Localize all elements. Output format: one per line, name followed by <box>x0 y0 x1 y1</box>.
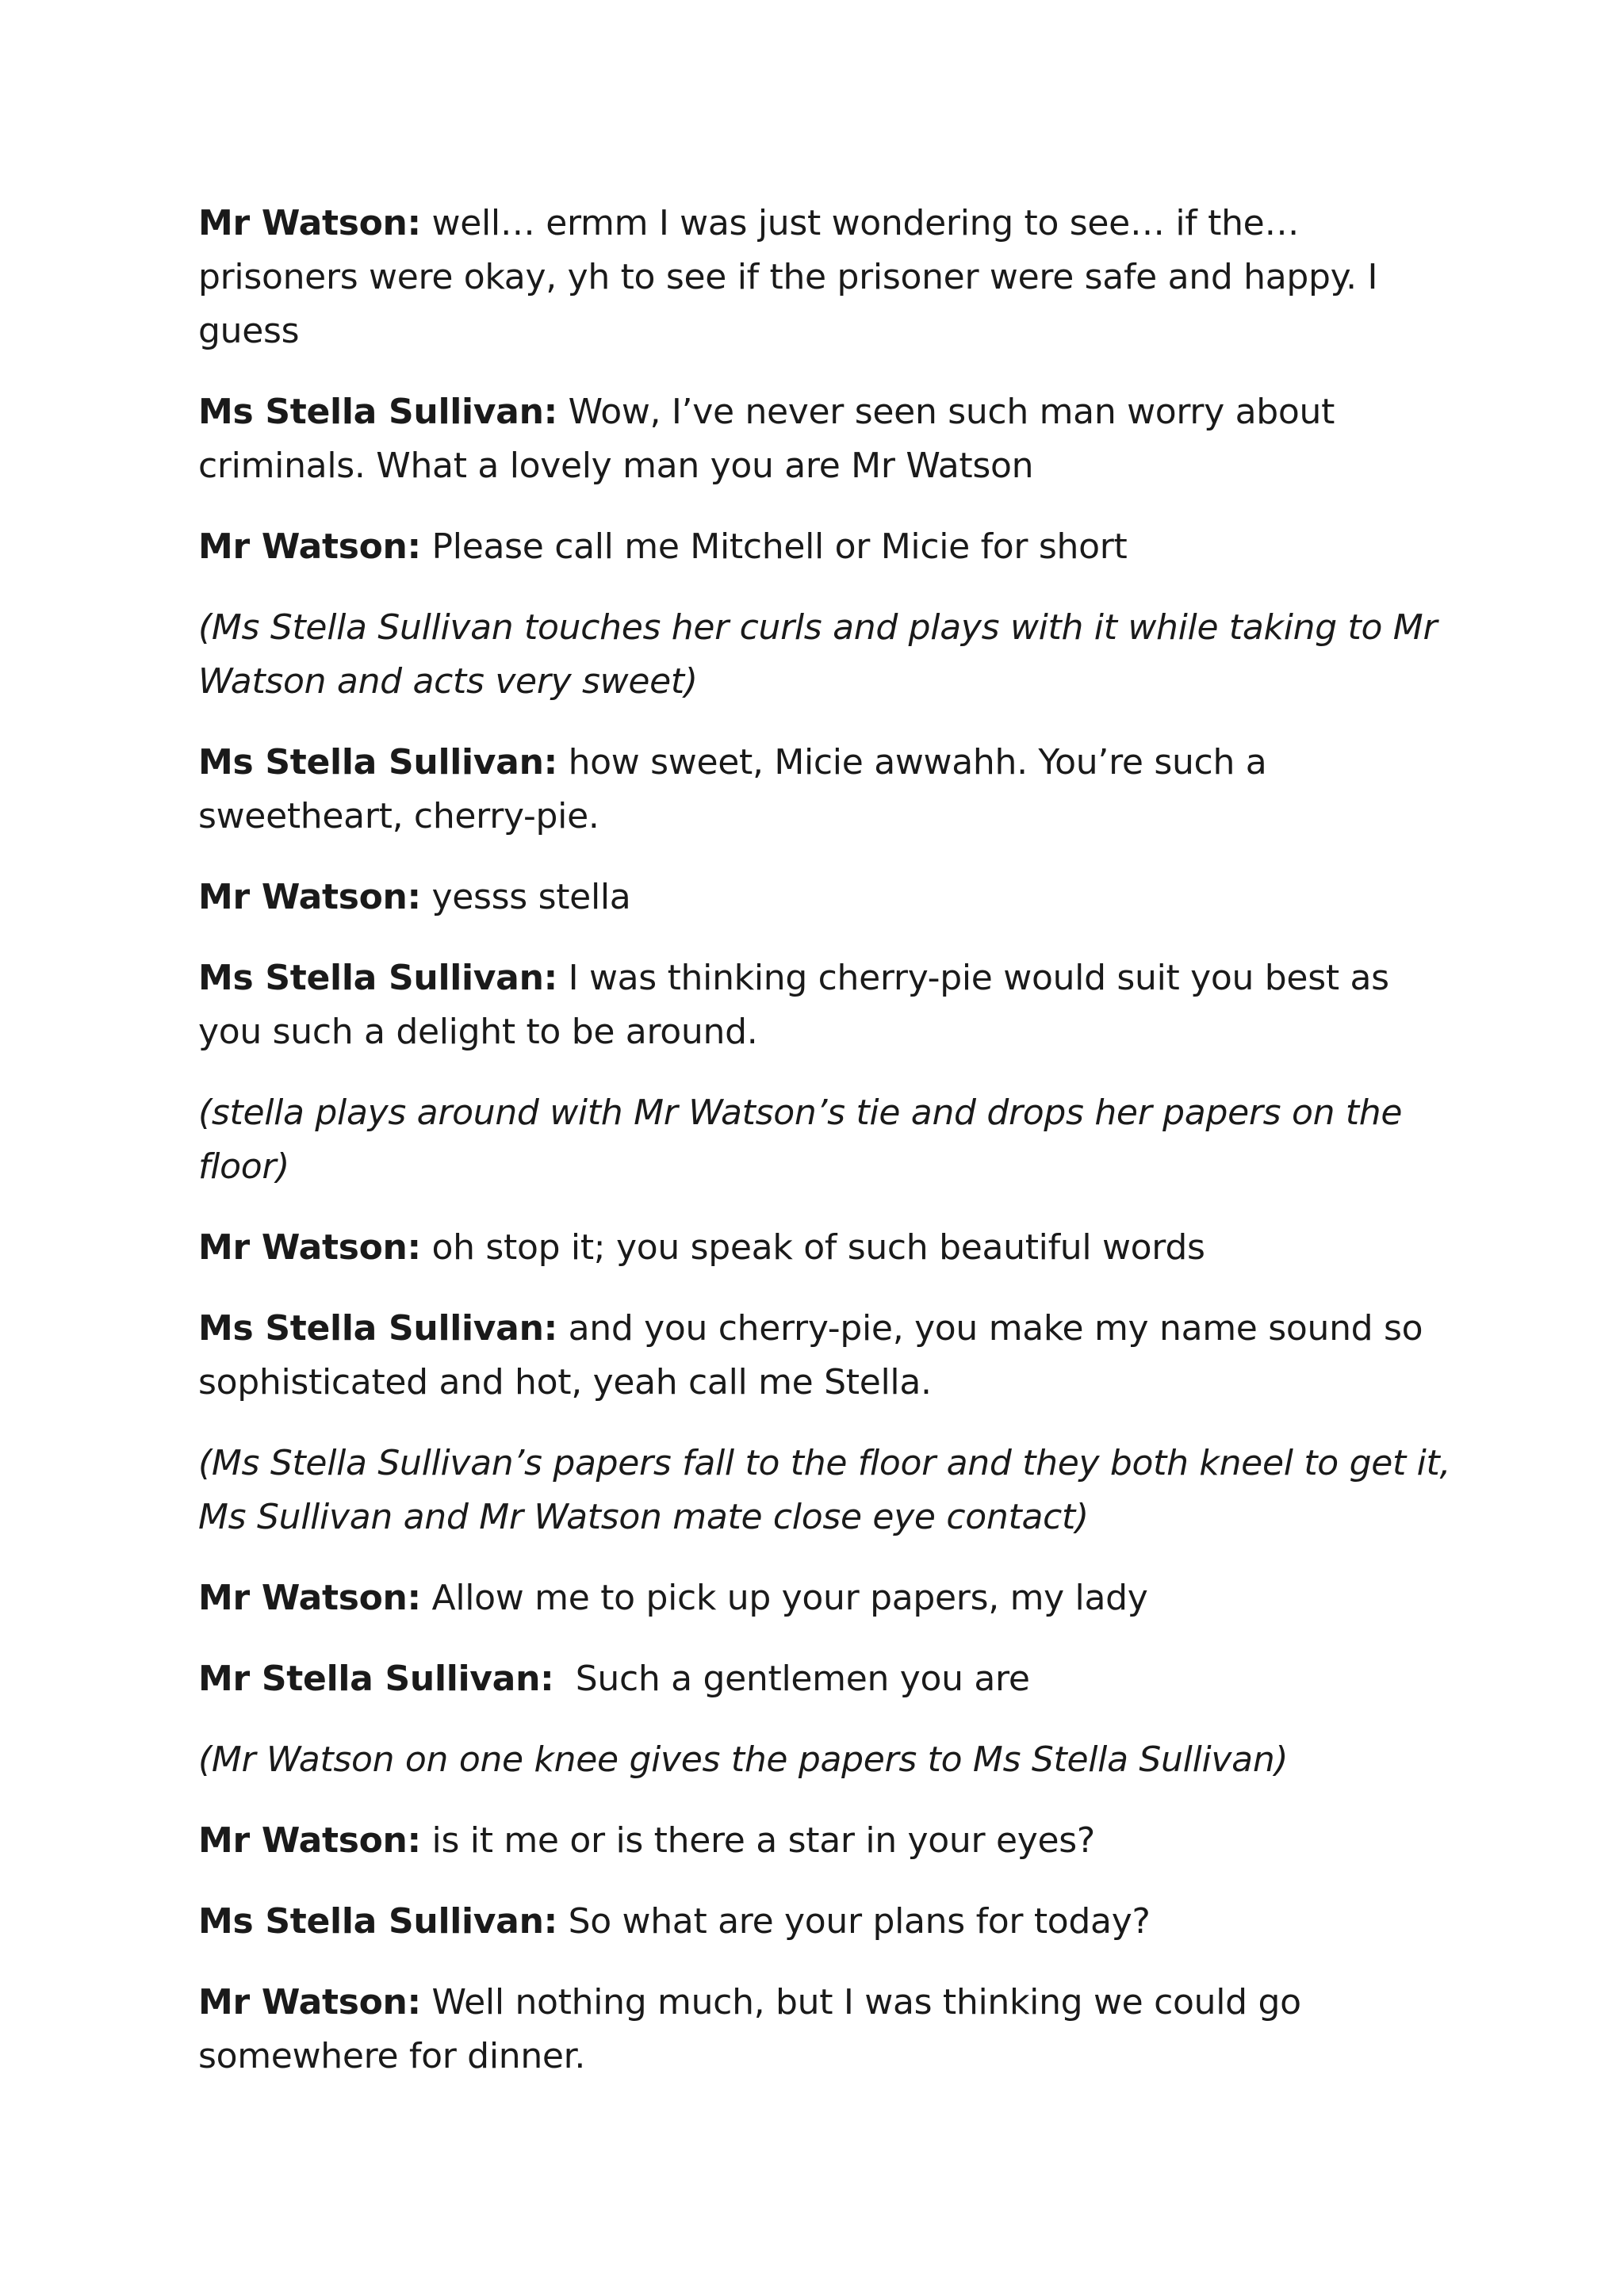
dialogue-text: is it me or is there a star in your eyes? <box>420 1820 1095 1861</box>
speaker-name: Ms Stella Sullivan: <box>198 1901 557 1942</box>
stage-direction: (Ms Stella Sullivan touches her curls and plays with it while taking to Mr Watson and acts very sweet) <box>198 607 1438 702</box>
speaker-name: Ms Stella Sullivan: <box>198 392 557 432</box>
speaker-name: Mr Watson: <box>198 526 421 567</box>
dialogue-line <box>198 197 1451 358</box>
speaker-name: Ms Stella Sullivan: <box>198 742 557 783</box>
dialogue-text: how sweet, Micie awwahh. You’re such a sweetheart, cherry-pie. <box>198 742 1267 836</box>
speaker-name: Mr Watson: <box>198 1820 421 1861</box>
dialogue-line <box>198 1814 1451 1868</box>
speaker-name: Mr Watson: <box>198 203 421 243</box>
dialogue-line <box>198 951 1451 1059</box>
speaker-name: Mr Watson: <box>198 1578 421 1618</box>
dialogue-line <box>198 385 1451 493</box>
dialogue-text: Such a gentlemen you are <box>553 1659 1030 1699</box>
dialogue-text: yesss stella <box>420 877 631 917</box>
dialogue-text: Please call me Mitchell or Micie for short <box>420 526 1128 567</box>
dialogue-text: and you cherry-pie, you make my name sound so sophisticated and hot, yeah call me Stella. <box>198 1308 1423 1402</box>
dialogue-text: Well nothing much, but I was thinking we could go somewhere for dinner. <box>198 1982 1301 2076</box>
dialogue-text: I was thinking cherry-pie would suit you best as you such a delight to be around. <box>198 958 1389 1052</box>
dialogue-text: well… ermm I was just wondering to see… if the… prisoners were okay, yh to see if the prisoner were safe and happy. I guess <box>198 203 1378 351</box>
dialogue-line <box>198 1976 1451 2084</box>
speaker-name: Ms Stella Sullivan: <box>198 1308 557 1349</box>
speaker-name: Mr Watson: <box>198 1982 421 2022</box>
dialogue-line <box>198 1652 1451 1706</box>
script-body <box>198 197 1451 2110</box>
speaker-name: Mr Watson: <box>198 1227 421 1268</box>
dialogue-line <box>198 520 1451 574</box>
dialogue-text: Allow me to pick up your papers, my lady <box>420 1578 1148 1618</box>
stage-direction: (Ms Stella Sullivan’s papers fall to the floor and they both kneel to get it, Ms Sullivan and Mr Watson mate close eye contact) <box>198 1443 1451 1537</box>
dialogue-line <box>198 736 1451 844</box>
dialogue-line <box>198 1571 1451 1625</box>
speaker-name: Ms Stella Sullivan: <box>198 958 557 998</box>
speaker-name: Mr Stella Sullivan: <box>198 1659 554 1699</box>
dialogue-text: So what are your plans for today? <box>557 1901 1151 1942</box>
dialogue-text: Wow, I’ve never seen such man worry about criminals. What a lovely man you are Mr Watson <box>198 392 1335 486</box>
speaker-name: Mr Watson: <box>198 877 421 917</box>
dialogue-line <box>198 1302 1451 1410</box>
stage-direction: (stella plays around with Mr Watson’s tie and drops her papers on the floor) <box>198 1093 1403 1187</box>
dialogue-text: oh stop it; you speak of such beautiful words <box>420 1227 1205 1268</box>
dialogue-line <box>198 871 1451 924</box>
dialogue-line <box>198 1221 1451 1275</box>
stage-direction: (Mr Watson on one knee gives the papers to Ms Stella Sullivan) <box>198 1739 1289 1780</box>
dialogue-line <box>198 1895 1451 1949</box>
